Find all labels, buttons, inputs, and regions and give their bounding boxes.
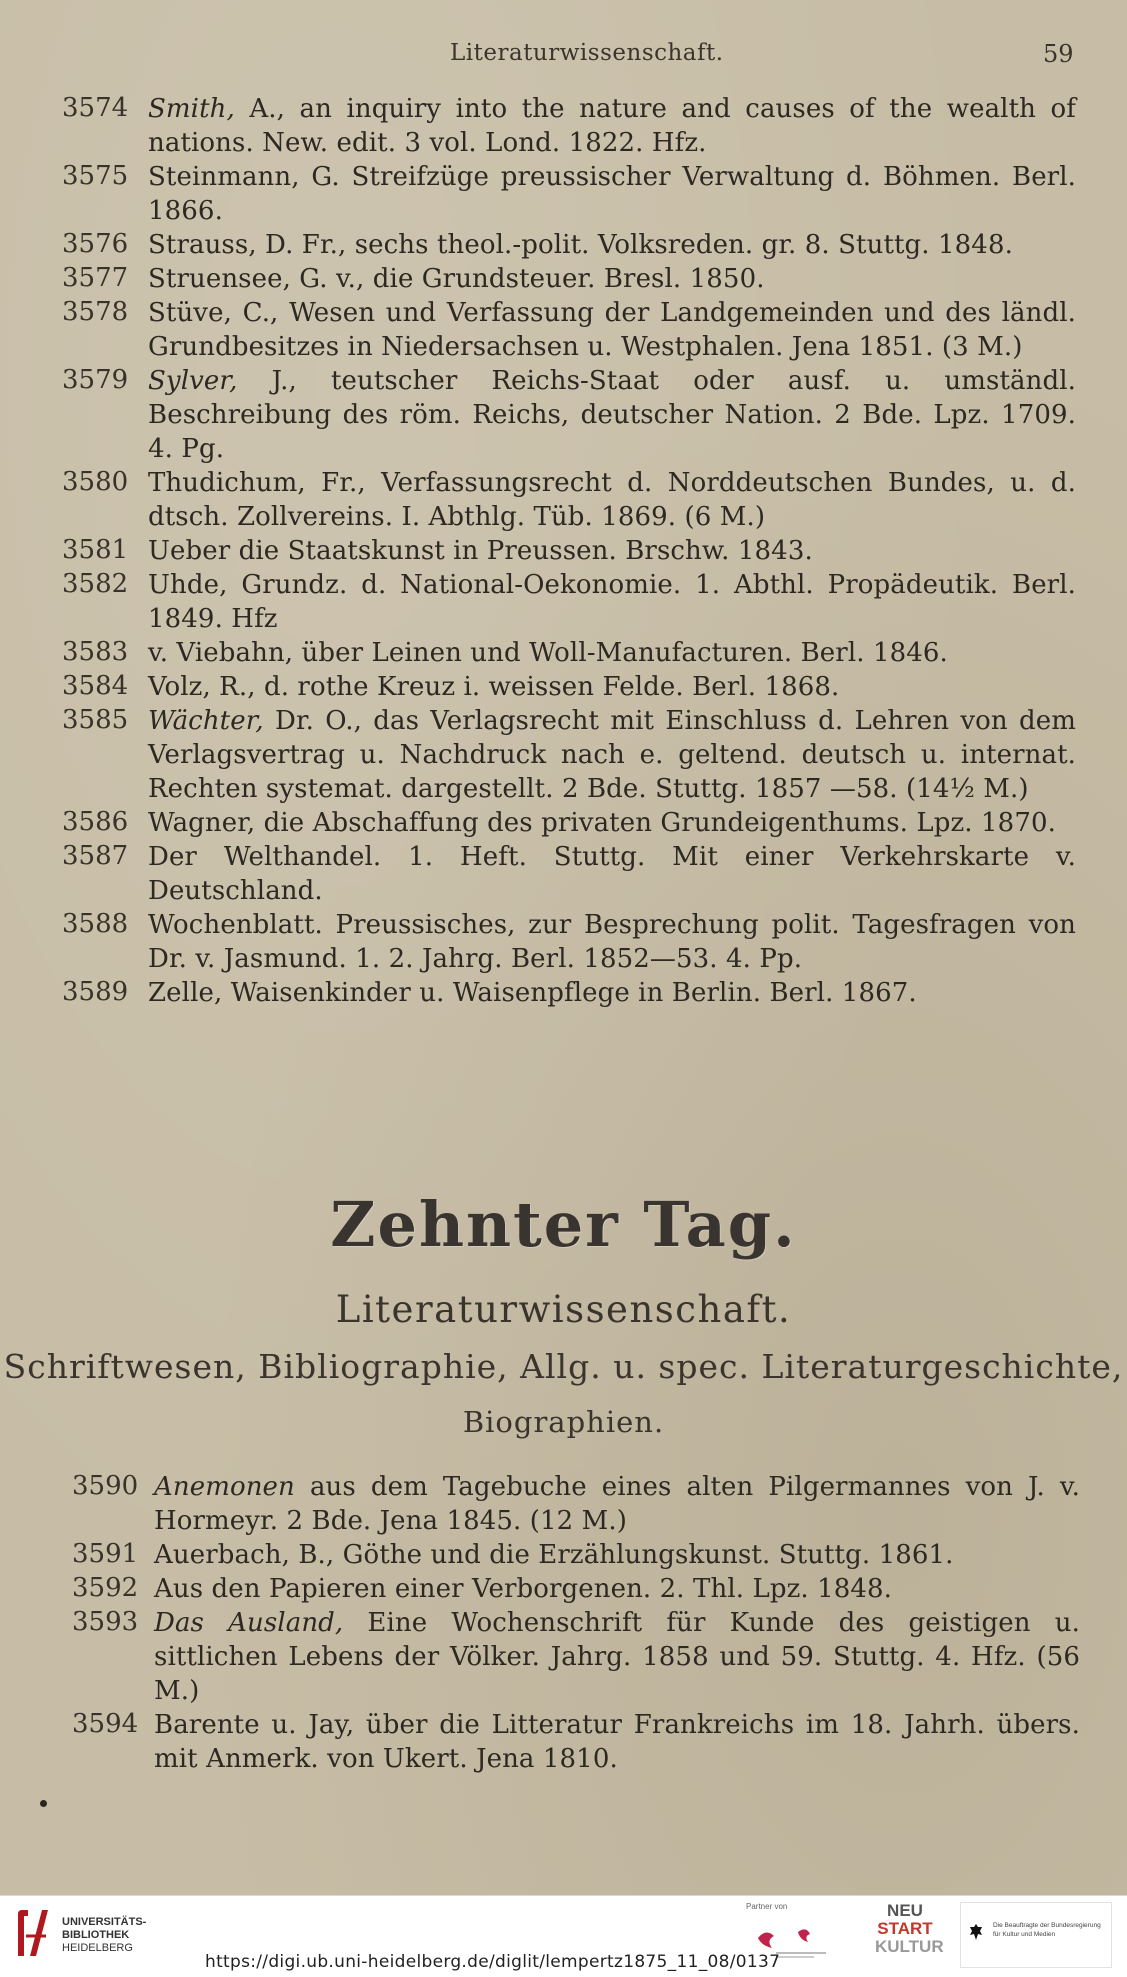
entry-number: 3579 <box>62 365 129 395</box>
running-title: Literaturwissenschaft. <box>450 40 724 66</box>
catalog-entry <box>0 704 1127 806</box>
catalog-entry <box>0 92 1127 160</box>
partner-label: Partner von <box>746 1902 788 1911</box>
catalog-entry <box>0 1572 1127 1606</box>
neustart-word: START <box>877 1919 933 1938</box>
entry-text <box>148 840 1076 908</box>
day-title: Zehnter Tag. <box>330 1188 797 1261</box>
entry-number: 3591 <box>72 1539 139 1569</box>
entry-description: v. Viebahn, über Leinen und Woll-Manufacturen. Berl. 1846. <box>148 638 948 668</box>
entry-description: Der Welthandel. 1. Heft. Stuttg. Mit einer Verkehrskarte v. Deutschland. <box>148 842 1076 906</box>
entry-description: Barente u. Jay, über die Litteratur Frankreichs im 18. Jahrh. übers. mit Anmerk. von Ukert. Jena 1810. <box>154 1710 1080 1774</box>
entry-text <box>154 1572 1080 1606</box>
catalog-entry <box>0 262 1127 296</box>
entry-description: Stüve, C., Wesen und Verfassung der Landgemeinden und des ländl. Grundbesitzes in Niedersachsen u. Westphalen. Jena 1851. (3 M.) <box>148 298 1076 362</box>
entry-number: 3592 <box>72 1573 139 1603</box>
catalog-entry <box>0 466 1127 534</box>
entry-text <box>148 92 1076 160</box>
entry-description: Zelle, Waisenkinder u. Waisenpflege in Berlin. Berl. 1867. <box>148 978 917 1008</box>
digitization-footer <box>0 1895 1127 1977</box>
library-name-line: HEIDELBERG <box>62 1942 133 1954</box>
library-name-line: UNIVERSITÄTS- <box>62 1916 147 1928</box>
entry-number: 3588 <box>62 909 129 939</box>
entry-number: 3580 <box>62 467 129 497</box>
entry-description: Wagner, die Abschaffung des privaten Grundeigenthums. Lpz. 1870. <box>148 808 1056 838</box>
ink-speck <box>40 1800 47 1807</box>
entry-number: 3594 <box>72 1709 139 1739</box>
entry-description: Eine Wochenschrift für Kunde des geistigen u. sittlichen Lebens der Völker. Jahrg. 1858 und 59. Stuttg. 4. Hfz. (56 M.) <box>154 1608 1080 1706</box>
catalog-entry <box>0 1470 1127 1538</box>
entry-text <box>148 160 1076 228</box>
entry-text <box>154 1606 1080 1708</box>
entry-text <box>148 908 1076 976</box>
library-name-line: BIBLIOTHEK <box>62 1929 130 1941</box>
entry-author-italic: Sylver, <box>148 366 238 396</box>
entry-text <box>148 704 1076 806</box>
entry-text <box>148 296 1076 364</box>
entry-author-italic: Anemonen <box>154 1472 295 1502</box>
entry-description: J., teutscher Reichs-Staat oder ausf. u. umständl. Beschreibung des röm. Reichs, deutscher Nation. 2 Bde. Lpz. 1709. 4. Pg. <box>148 366 1076 464</box>
entry-number: 3593 <box>72 1607 139 1637</box>
catalog-entry <box>0 296 1127 364</box>
entry-number: 3589 <box>62 977 129 1007</box>
section-subtitle: Schriftwesen, Bibliographie, Allg. u. spec. Literaturgeschichte, <box>3 1347 1124 1386</box>
section-subtitle-2: Biographien. <box>462 1405 665 1439</box>
catalog-entry <box>0 670 1127 704</box>
entry-description: Aus den Papieren einer Verborgenen. 2. Thl. Lpz. 1848. <box>154 1574 893 1604</box>
entry-text <box>154 1538 1080 1572</box>
entry-number: 3578 <box>62 297 129 327</box>
entry-description: aus dem Tagebuche eines alten Pilgermannes von J. v. Hormeyr. 2 Bde. Jena 1845. (12 M.) <box>154 1472 1080 1536</box>
entry-author-italic: Das Ausland, <box>154 1608 344 1638</box>
entry-text <box>148 466 1076 534</box>
catalog-entry <box>0 840 1127 908</box>
catalog-entry <box>0 568 1127 636</box>
catalog-entry <box>0 976 1127 1010</box>
catalog-entry <box>0 1538 1127 1572</box>
entry-description: Strauss, D. Fr., sechs theol.-polit. Volksreden. gr. 8. Stuttg. 1848. <box>148 230 1013 260</box>
entry-number: 3576 <box>62 229 129 259</box>
entry-number: 3574 <box>62 93 129 123</box>
entry-text <box>148 976 1076 1010</box>
catalog-entry <box>0 1606 1127 1708</box>
entry-text <box>148 670 1076 704</box>
entry-description: Steinmann, G. Streifzüge preussischer Verwaltung d. Böhmen. Berl. 1866. <box>148 162 1076 226</box>
catalog-entry <box>0 534 1127 568</box>
neustart-kultur-logo[interactable] <box>875 1901 944 1956</box>
catalog-entry <box>0 908 1127 976</box>
entry-description: Auerbach, B., Göthe und die Erzählungskunst. Stuttg. 1861. <box>154 1540 954 1570</box>
entry-description: Ueber die Staatskunst in Preussen. Brschw. 1843. <box>148 536 813 566</box>
bkm-text-line: Die Beauftragte der Bundesregierung <box>993 1922 1101 1929</box>
entry-number: 3583 <box>62 637 129 667</box>
entry-number: 3581 <box>62 535 129 565</box>
permalink-url[interactable]: https://digi.ub.uni-heidelberg.de/diglit/lempertz1875_11_08/0137 <box>205 1952 781 1972</box>
entry-author-italic: Smith, <box>148 94 235 124</box>
entry-description: Wochenblatt. Preussisches, zur Besprechung polit. Tagesfragen von Dr. v. Jasmund. 1. 2. Jahrg. Berl. 1852—53. 4. Pp. <box>148 910 1076 974</box>
entry-number: 3577 <box>62 263 129 293</box>
entry-text <box>148 534 1076 568</box>
entry-text <box>148 262 1076 296</box>
catalog-entries-part1 <box>0 92 1127 1010</box>
entry-number: 3575 <box>62 161 129 191</box>
catalog-entries-part2 <box>0 1470 1127 1776</box>
catalog-entry <box>0 364 1127 466</box>
bkm-text <box>993 1921 1101 1939</box>
catalog-entry <box>0 1708 1127 1776</box>
entry-description: Dr. O., das Verlagsrecht mit Einschluss d. Lehren von dem Verlagsvertrag u. Nachdruck nach e. geltend. deutsch u. internat. Rechten systemat. dargestellt. 2 Bde. Stuttg. 1857 —58. (14½ M.) <box>148 706 1076 804</box>
entry-description: Volz, R., d. rothe Kreuz i. weissen Felde. Berl. 1868. <box>148 672 840 702</box>
federal-eagle-icon <box>969 1923 983 1941</box>
entry-text <box>148 228 1076 262</box>
entry-text <box>154 1708 1080 1776</box>
entry-number: 3582 <box>62 569 129 599</box>
catalog-entry <box>0 228 1127 262</box>
university-library-name[interactable] <box>62 1916 146 1955</box>
catalog-entry <box>0 160 1127 228</box>
neustart-word: KULTUR <box>875 1937 944 1956</box>
entry-number: 3587 <box>62 841 129 871</box>
entry-text <box>148 636 1076 670</box>
entry-description: A., an inquiry into the nature and causes of the wealth of nations. New. edit. 3 vol. Lond. 1822. Hfz. <box>148 94 1076 158</box>
entry-description: Thudichum, Fr., Verfassungsrecht d. Norddeutschen Bundes, u. d. dtsch. Zollvereins. I. Abthlg. Tüb. 1869. (6 M.) <box>148 468 1076 532</box>
entry-number: 3586 <box>62 807 129 837</box>
section-title: Literaturwissenschaft. <box>335 1288 792 1331</box>
neustart-word: NEU <box>887 1901 923 1920</box>
entry-text <box>148 806 1076 840</box>
bkm-logo[interactable] <box>960 1902 1112 1968</box>
entry-description: Uhde, Grundz. d. National-Oekonomie. 1. Abthl. Propädeutik. Berl. 1849. Hfz <box>148 570 1076 634</box>
university-library-logo-icon[interactable] <box>12 1906 52 1962</box>
entry-description: Struensee, G. v., die Grundsteuer. Bresl. 1850. <box>148 264 765 294</box>
entry-number: 3590 <box>72 1471 139 1501</box>
entry-number: 3585 <box>62 705 129 735</box>
page-number: 59 <box>1043 40 1074 68</box>
bkm-text-line: für Kultur und Medien <box>993 1931 1056 1938</box>
entry-author-italic: Wächter, <box>148 706 264 736</box>
entry-text <box>148 568 1076 636</box>
entry-text <box>148 364 1076 466</box>
entry-number: 3584 <box>62 671 129 701</box>
running-head <box>0 40 1127 80</box>
entry-text <box>154 1470 1080 1538</box>
catalog-entry <box>0 806 1127 840</box>
catalog-entry <box>0 636 1127 670</box>
